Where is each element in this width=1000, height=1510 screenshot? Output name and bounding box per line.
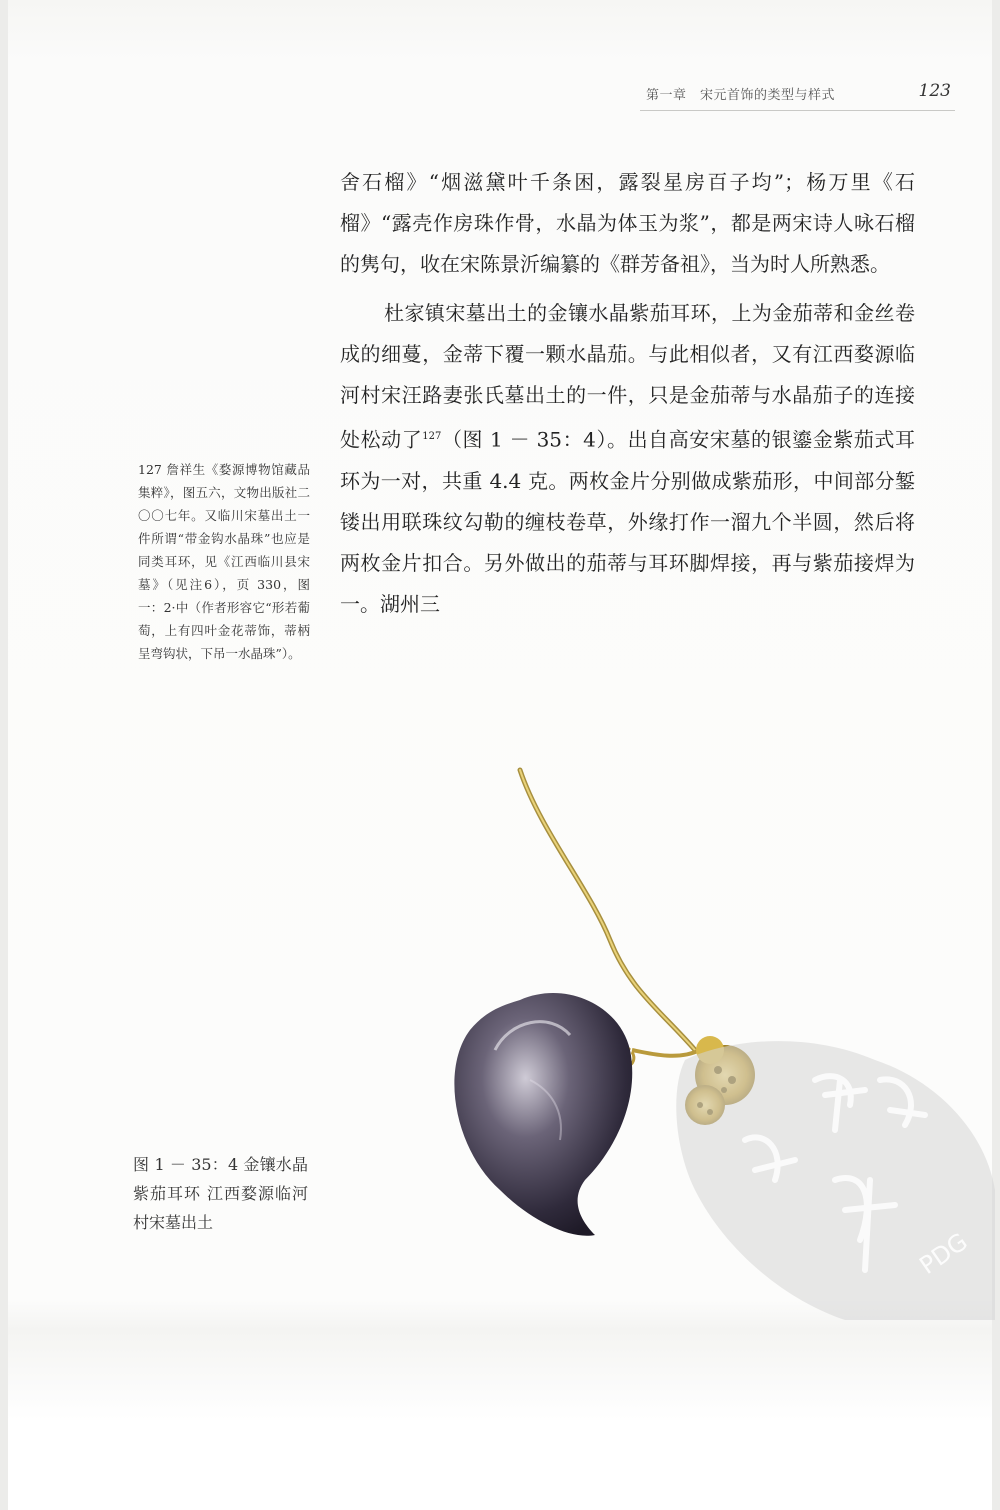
page-header: [640, 80, 955, 111]
watermark-text: PDG: [914, 1227, 973, 1280]
crystal-eggplant: [454, 993, 632, 1236]
paragraph-2-part-1: 杜家镇宋墓出土的金镶水晶紫茄耳环，上为金茄蒂和金丝卷成的细蔓，金蒂下覆一颗水晶茄。与此相似者，又有江西婺源临河村宋汪路妻张氏墓出土的一件，只是金茄蒂与水晶茄子的连接处松动了: [340, 301, 915, 452]
pdg-watermark-seal: [665, 1020, 1000, 1330]
paragraph-1: 舍石榴》“烟滋黛叶千条困，露裂星房百子均”；杨万里《石榴》“露壳作房珠作骨，水晶为体玉为浆”，都是两宋诗人咏石榴的隽句，收在宋陈景沂编纂的《群芳备祖》，当为时人所熟悉。: [340, 170, 915, 276]
footnote-number: 127: [138, 462, 162, 477]
footnote-reference[interactable]: 127: [422, 431, 442, 442]
sidenote: [138, 458, 310, 665]
footnote-text: 詹祥生《婺源博物馆藏品集粹》，图五六，文物出版社二〇〇七年。又临川宋墓出土一件所谓“带金钩水晶珠”也应是同类耳环，见《江西临川县宋墓》（见注6），页 330，图一：2·中（作者形容它“形若葡萄，上有四叶金花蒂饰，蒂柄呈弯钩状，下吊一水晶珠”）。: [138, 462, 310, 661]
figure-caption: 图 1 － 35：4 金镶水晶紫茄耳环 江西婺源临河村宋墓出土: [133, 1155, 308, 1232]
paragraph-2-part-2: （图 1 － 35：4）。出自高安宋墓的银鎏金紫茄式耳环为一对，共重 4.4 克。两枚金片分别做成紫茄形，中间部分錾镂出用联珠纹勾勒的缠枝卷草，外缘打作一溜九个半圆，然后将两枚金片扣合。另外做出的茄蒂与耳环脚焊接，再与紫茄接焊为一。湖州三: [340, 427, 915, 616]
running-head: 第一章 宋元首饰的类型与样式: [646, 88, 836, 103]
scan-edge-left: [0, 0, 8, 1510]
paragraph-2: [340, 293, 915, 625]
page-number: 123: [918, 81, 951, 101]
main-text: [340, 162, 915, 625]
